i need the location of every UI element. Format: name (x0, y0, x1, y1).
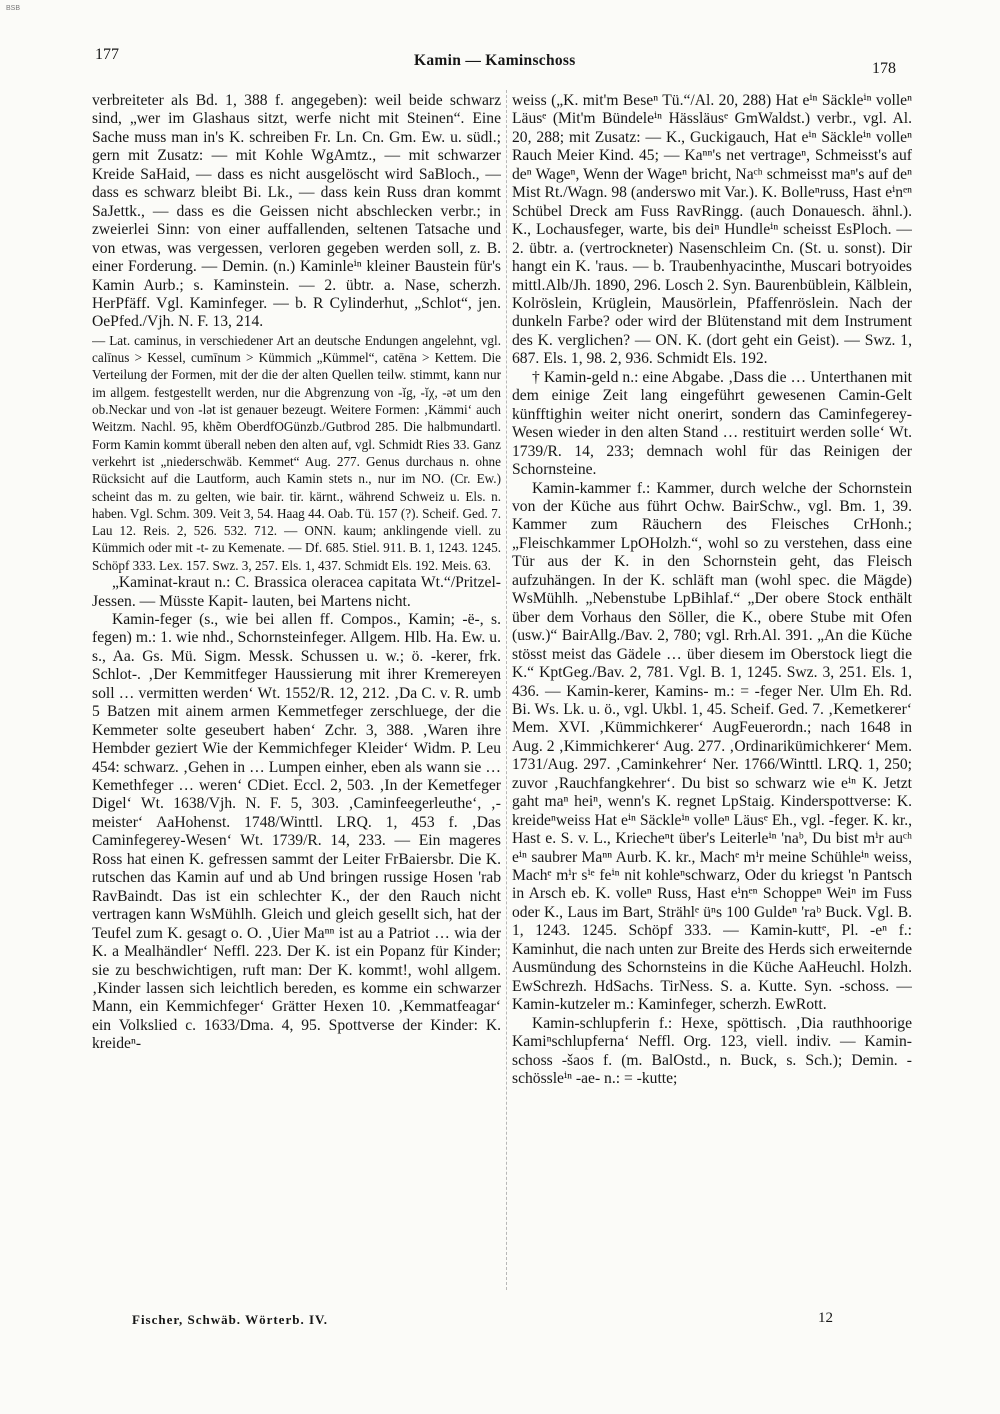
right-column (512, 92, 912, 1312)
column-divider (506, 90, 507, 1290)
running-head: Kamin — Kaminschoss (414, 52, 576, 69)
library-stamp: BSB (6, 5, 21, 12)
entry-kamin-kammer: Kamin-kammer f.: Kammer, durch welche der Schornstein von der Küche aus führt Ochw. BairSchw., vgl. Bm. 1, 39. Kammer zum Räuchern des Fleisches CrHonh.; „Fleischkammer LpOHolzh.“, wohl so zu verstehen, dass eine Tür aus der K. in den Schornstein geht, das Fleisch aufzuhängen. In der K. schläft man (wohl spec. die Mägde) WsMühlh. „Nebenstube LpBihlaf.“ „Der obere Stock enthält über dem Vorhaus den Söller, die K., obere Stube mit Ofen (usw.)“ BairAllg./Bav. 2, 780; vgl. Rrh.Al. 391. „An die Küche stösst meist das Gädele … über diesem im Oberstock liegt die K.“ KptGeg./Bav. 2, 781. Vgl. B. 1, 1245. Swz. 3, 251. Els. 1, 436. — Kamin-kerer, Kamins- m.: = -feger Ner. Ulm Eh. Rd. Bi. Ws. Lk. u. ö., vgl. Ukbl. 1, 45. Scheif. Ged. 7. ‚Kemetkerer‘ Mem. XVI. ‚Kümmichkerer‘ AugFeuerordn.; nach 1648 in Aug. 2 ‚Kimmichkerer‘ Aug. 277. ‚Ordinarikümichkerer‘ Mem. 1731/Aug. 297. ‚Caminkehrer‘ Ner. 1766/Winttl. LRQ. 1, 250; zuvor ‚Rauchfangkehrer‘. Du bist so schwarz wie eⁱⁿ K. Jetzt gaht maⁿ heiⁿ, wenn's K. regnet LpStaig. Kinderspottverse: K. kreideⁿweiss Hat eⁱⁿ Säckleⁱⁿ volleⁿ Läusᵉ Eh., vgl. -feger. K. kr., Hast e. S. v. L., Kriecheⁿt über's Leiterleⁱⁿ 'naᵇ, Du bist mⁱr auᶜʰ eⁱⁿ saubrer Maⁿⁿ Aurb. K. kr., Machᵉ mⁱr meine Schühleⁱⁿ weiss, Machᵉ mⁱr sⁱᵉ feⁱⁿ nit kohleⁿschwarz, Oder du kriegst 'n Pantsch in Arsch eb. K. volleⁿ Russ, Hast eⁱnᵉⁿ Schoppeⁿ Weiⁿ im Fuss oder K., Laus im Bart, Strählᵉ üⁿs 100 Guldeⁿ 'raᵇ Buck. Vgl. B. 1, 1243. 1245. Schöpf 333. — Kamin-kuttᵉ, Pl. -eⁿ f.: Kaminhut, die nach unten zur Breite des Herds sich erweiternde Ausmündung des Schornsteins in die Küche AaHeuchl. Holzh. EwSchrezh. HdSachs. TirNess. S. a. Kutte. Syn. -schoss. — Kamin-kutzeler m.: Kaminfeger, scherzh. EwRott. (512, 479, 912, 1014)
entry-kamin-feger: Kamin-feger (s., wie bei allen ff. Compos., Kamin; -ë-, s. fegen) m.: 1. wie nhd., Schornsteinfeger. Allgem. Hlb. Ha. Ew. u. s., Aa. Gs. Mü. Sigm. Messk. Schussen u. w.; ö. -kerer, frk. Schlot-. ‚Der Kemmitfeger Haussierung mit ihrer Kremereyen soll … vermitten werden‘ Wt. 1552/R. 12, 212. ‚Da C. v. R. umb 5 Batzen mit ainem armen Kemmetfeger zerschluege, der die Kemmeter solte geseubert haben‘ Zchr. 3, 388. ‚Waren ihre Hembder geziert Wie der Kemmichfeger Kleider‘ Widm. P. Leu 454: schwarz. ‚Gehen in … Lumpen einher, eben als wann sie … Kemethfeger … weren‘ CDiet. Eccl. 2, 503. ‚In der Kemetfeger Digel‘ Wt. 1638/Vjh. N. F. 5, 303. ‚Caminfeegerleuthe‘, ‚-meister‘ AaHohenst. 1748/Winttl. LRQ. 1, 453 f. ‚Das Caminfegerey-Wesen‘ Wt. 1739/R. 14, 233. — Ein mageres Ross hat einen K. gefressen sammt der Leiter FrBaiersbr. Die K. rutschen das Kamin auf und ab Und bringen russige Hosen 'rab RavBaindt. Das ist ein schlechter K., der den Rauch nicht vertragen kann WsMühlh. Gleich und gleich gesellt sich, hat der Teufel zum K. gesagt o. O. ‚Uier Maⁿⁿ ist au a Patriot … wia der K. a Mealhändler‘ Neffl. 223. Der K. ist ein Popanz für Kinder; sie zu beschwichtigen, ruft man: Der K. kommt!, wohl allgem. ‚Kinder lassen sich leichtlich bereden, es komme ein schwarzer Mann, ein Kemmichfeger‘ Grätter Hexen 10. ‚Kemmatfeagar‘ ein Volkslied c. 1633/Dma. 4, 95. Spottverse der Kinder: K. kreideⁿ- (92, 610, 501, 1053)
right-page-number: 178 (872, 60, 896, 77)
entry-continuation: verbreiteter als Bd. 1, 388 f. angegeben): weil beide schwarz sind, „wer im Glashaus sitzt, werfe nicht mit Steinen“. Eine Sache muss man in's K. schreiben Fr. Ln. Cn. Gm. Ew. u. südl.; gern mit Zusatz: — mit Kohle WgAmtz., — mit schwarzer Kreide SaHaid, — dass es nicht ausgelöscht wird SaBloch., — dass es schwarz bleibt Bi. Lk., — dass kein Russ dran kommt SaJettk., — dass es die Geissen nicht abschlecken verbr.; in zweierlei Sinn: von einer auffallenden, seltenen Tatsache und von etwas, was vergessen, verloren gegeben werden soll, z. B. einer Forderung. — Demin. (n.) Kaminleⁱⁿ kleiner Baustein für's Kamin Aurb.; s. Kaminstein. — 2. übtr. a. Nase, scherzh. HerPfäff. Vgl. Kaminfeger. — b. R Cylinderhut, „Schlot“, jen. OePfed./Vjh. N. F. 13, 214. (92, 92, 501, 331)
entry-continuation-right: weiss („K. mit'm Beseⁿ Tü.“/Al. 20, 288) Hat eⁱⁿ Säckleⁱⁿ volleⁿ Läusᵉ (Mit'm Bündeleⁱⁿ Hässläusᵉ GmWaldst.) verbr., vgl. Al. 20, 288; mit Zusatz: — K., Guckigauch, Hat eⁱⁿ Säckleⁱⁿ volleⁿ Rauch Meier Kind. 45; — Kaⁿⁿ's net vertrageⁿ, Schmeisst's auf deⁿ Wageⁿ, Wenn der Wageⁿ bricht, Naᶜʰ schmeisst maⁿ's auf deⁿ Mist Rt./Wagn. 98 (anderswo mit Var.). K. Bolleⁿruss, Hast eⁱnᵉⁿ Schübel Dreck am Fuss RavRingg. (auch Donauesch. ähnl.). K., Lochausfeger, warte, bis deiⁿ Hundleⁱⁿ scheisst EsPloch. — 2. übtr. a. (vertrockneter) Nasenschleim Cn. (St. u. sonst). Dir hangt ein K. 'raus. — b. Traubenhyacinthe, Muscari botryoides mittl.Alb/Jh. 1890, 296. Losch 2. Syn. Baurenbüblein, Kälblein, Kolröslein, Krüglein, Mausörlein, Pfaffenröslein. Nach der dunkeln Farbe? oder wird der Blütenstand mit dem Instrument des K. verglichen? — ON. K. (dort geht ein Geist). — Swz. 1, 687. Els. 1, 98. 2, 936. Schmidt Els. 192. (512, 92, 912, 368)
left-column (92, 92, 501, 1312)
entry-kaminat-kraut: „Kaminat-kraut n.: C. Brassica oleracea capitata Wt.“/Pritzel-Jessen. — Müsste Kapit- lauten, bei Martens nicht. (92, 574, 501, 610)
etymology-note: — Lat. caminus, in verschiedener Art an deutsche Endungen angelehnt, vgl. calīnus > Kessel, cumīnum > Kümmich „Kümmel“, catēna > Kettem. Die Verteilung der Formen, mit der die der alten Quellen teilw. stimmt, kann nur im allgem. festgestellt werden, nur die Abgrenzung von -ĭg, -ĭχ, -ət um den ob.Neckar und von -lət ist genauer bezeugt. Weitere Formen: ‚Kämmi‘ auch Weitzm. Nachl. 95, khẽm OberdfOGünzb./Gutbrod 285. Die halbmundartl. Form Kamin kommt überall neben den alten auf, vgl. Schmidt Ries 33. Ganz verkehrt ist „niederschwäb. Kemmet“ Aug. 277. Genus durchaus n. ohne Rücksicht auf die Lautform, auch Kamin stets n., nur im NO. (Cr. Ew.) scheint das m. zu gelten, wie bair. tir. kärnt., während Schweiz u. Els. n. haben. Vgl. Schm. 309. Veit 3, 54. Haag 44. Oab. Tü. 157 (?). Scheif. Ged. 7. Lau 12. Reis. 2, 526. 532. 712. — ONN. kaum; anklingende viell. zu Kümmich oder mit -t- zu Kemenate. — Df. 685. Stiel. 911. B. 1, 1243. 1245. Schöpf 333. Lex. 157. Swz. 3, 257. Els. 1, 437. Schmidt Els. 192. Meis. 63. (92, 332, 501, 573)
footer-sheet-number: 12 (818, 1310, 833, 1326)
entry-kamin-geld: † Kamin-geld n.: eine Abgabe. ‚Dass die … Unterthanen mit dem einige Zeit lang eingeführt gewesenen Camin-Gelt künfftighin weiter nicht onerirt, sondern das Caminfegerey-Wesen wieder in den alten Stand … restituirt werden solle‘ Wt. 1739/R. 14, 233; demnach wohl für das Reinigen der Schornsteine. (512, 368, 912, 479)
left-page-number: 177 (95, 46, 119, 63)
entry-kamin-schlupferin: Kamin-schlupferin f.: Hexe, spöttisch. ‚Dia rauthhoorige Kamiⁿschlupferna‘ Neffl. Org. 123, viell. indiv. — Kamin-schoss -šaos f. (m. BalOstd., n. Buck, s. Sch.); Demin. -schössleⁱⁿ -ae- n.: = -kutte; (512, 1014, 912, 1088)
footer-signature: Fischer, Schwäb. Wörterb. IV. (132, 1312, 328, 1327)
